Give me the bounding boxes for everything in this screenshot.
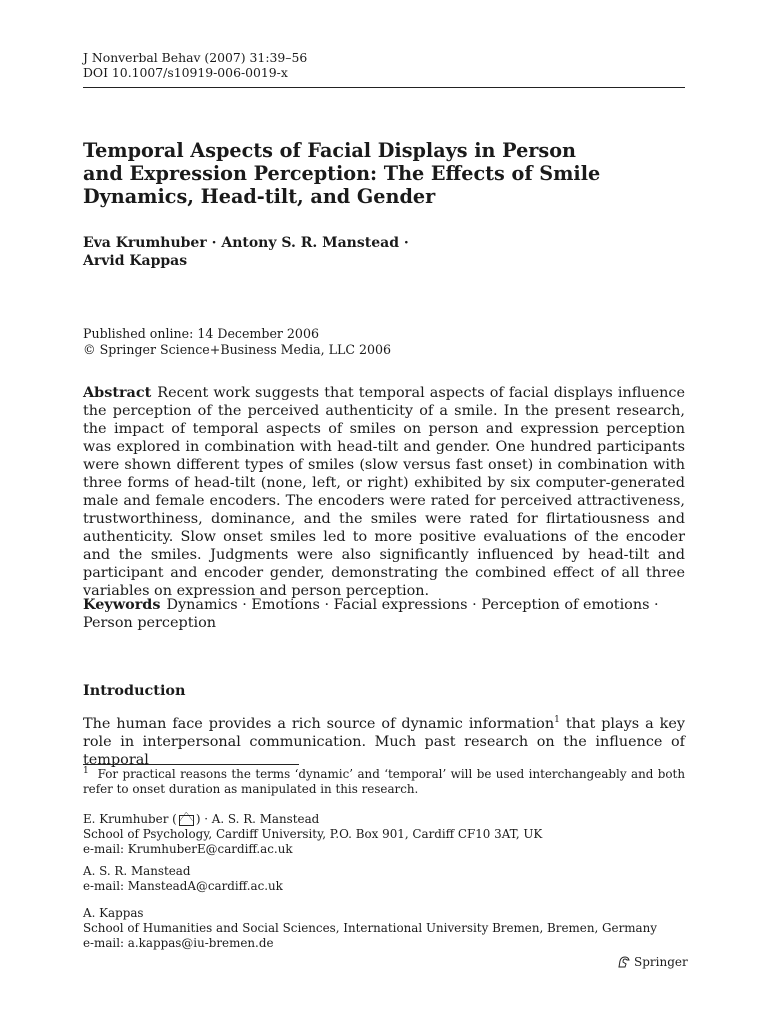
article-title	[83, 139, 685, 208]
footnote-marker: 1	[83, 766, 89, 777]
footnote-rule	[83, 764, 299, 765]
authors-line-1: Eva Krumhuber · Antony S. R. Manstead ·	[83, 235, 409, 251]
affiliation-kappas	[83, 906, 685, 951]
published-date: Published online: 14 December 2006	[83, 326, 319, 341]
intro-text-end: that plays a key role in interpersonal communication. Much past research on the influence of temporal	[83, 716, 685, 768]
affiliation-manstead	[83, 864, 685, 894]
authors-line-2: Arvid Kappas	[83, 253, 188, 269]
aff3-name: A. Kappas	[83, 906, 144, 920]
aff1-email[interactable]: e-mail: KrumhuberE@cardiff.ac.uk	[83, 842, 293, 856]
abstract-label: Abstract	[83, 384, 152, 401]
keywords-label: Keywords	[83, 596, 161, 613]
aff3-institution: School of Humanities and Social Sciences, International University Bremen, Bremen, Germany	[83, 921, 658, 935]
aff2-email[interactable]: e-mail: MansteadA@cardiff.ac.uk	[83, 879, 283, 893]
title-line-3: Dynamics, Head-tilt, and Gender	[83, 185, 436, 208]
aff1-name-suffix: ) · A. S. R. Manstead	[195, 812, 320, 826]
springer-horse-icon	[617, 955, 631, 969]
publisher-logo	[617, 955, 688, 969]
aff1-name-prefix: E. Krumhuber (	[83, 812, 177, 826]
keywords	[83, 596, 685, 632]
aff1-institution: School of Psychology, Cardiff University, P.O. Box 901, Cardiff CF10 3AT, UK	[83, 827, 543, 841]
header-rule	[83, 87, 685, 88]
affiliation-krumhuber	[83, 812, 685, 857]
journal-citation: J Nonverbal Behav (2007) 31:39–56	[83, 50, 308, 65]
intro-text-start: The human face provides a rich source of dynamic information	[83, 716, 555, 732]
publisher-name: Springer	[634, 955, 688, 969]
aff2-name: A. S. R. Manstead	[83, 864, 191, 878]
aff1-names	[83, 812, 685, 827]
title-line-2: and Expression Perception: The Effects of Smile	[83, 162, 601, 185]
title-line-1: Temporal Aspects of Facial Displays in Person	[83, 139, 576, 162]
introduction-heading: Introduction	[83, 682, 186, 699]
journal-header	[83, 50, 307, 80]
abstract	[83, 384, 685, 600]
copyright: © Springer Science+Business Media, LLC 2006	[83, 342, 392, 357]
publication-info	[83, 326, 391, 358]
aff3-email[interactable]: e-mail: a.kappas@iu-bremen.de	[83, 936, 274, 950]
footnote	[83, 767, 685, 797]
introduction-text	[83, 715, 685, 769]
footnote-text: For practical reasons the terms ‘dynamic’ and ‘temporal’ will be used interchangeably and both refer to onset duration as manipulated in this research.	[83, 767, 685, 796]
doi: DOI 10.1007/s10919-006-0019-x	[83, 65, 288, 80]
abstract-text: Recent work suggests that temporal aspects of facial displays influence the perception of the perceived authenticity of a smile. In the present research, the impact of temporal aspects of smiles on person and expression perception was explored in combination with head-tilt and gender. One hundred participants were shown different types of smiles (slow versus fast onset) in combination with three forms of head-tilt (none, left, or right) exhibited by six computer-generated male and female encoders. The encoders were rated for perceived attractiveness, trustworthiness, dominance, and the smiles were rated for flirtatiousness and authenticity. Slow onset smiles led to more positive evaluations of the encoder and the smiles. Judgments were also significantly influenced by head-tilt and participant and encoder gender, demonstrating the combined effect of all three variables on expression and person perception.	[83, 385, 685, 599]
footnote-ref[interactable]: 1	[554, 715, 560, 726]
keywords-text: Dynamics · Emotions · Facial expressions · Perception of emotions · Person perception	[83, 597, 659, 631]
envelope-icon	[179, 815, 194, 826]
author-list	[83, 234, 685, 270]
